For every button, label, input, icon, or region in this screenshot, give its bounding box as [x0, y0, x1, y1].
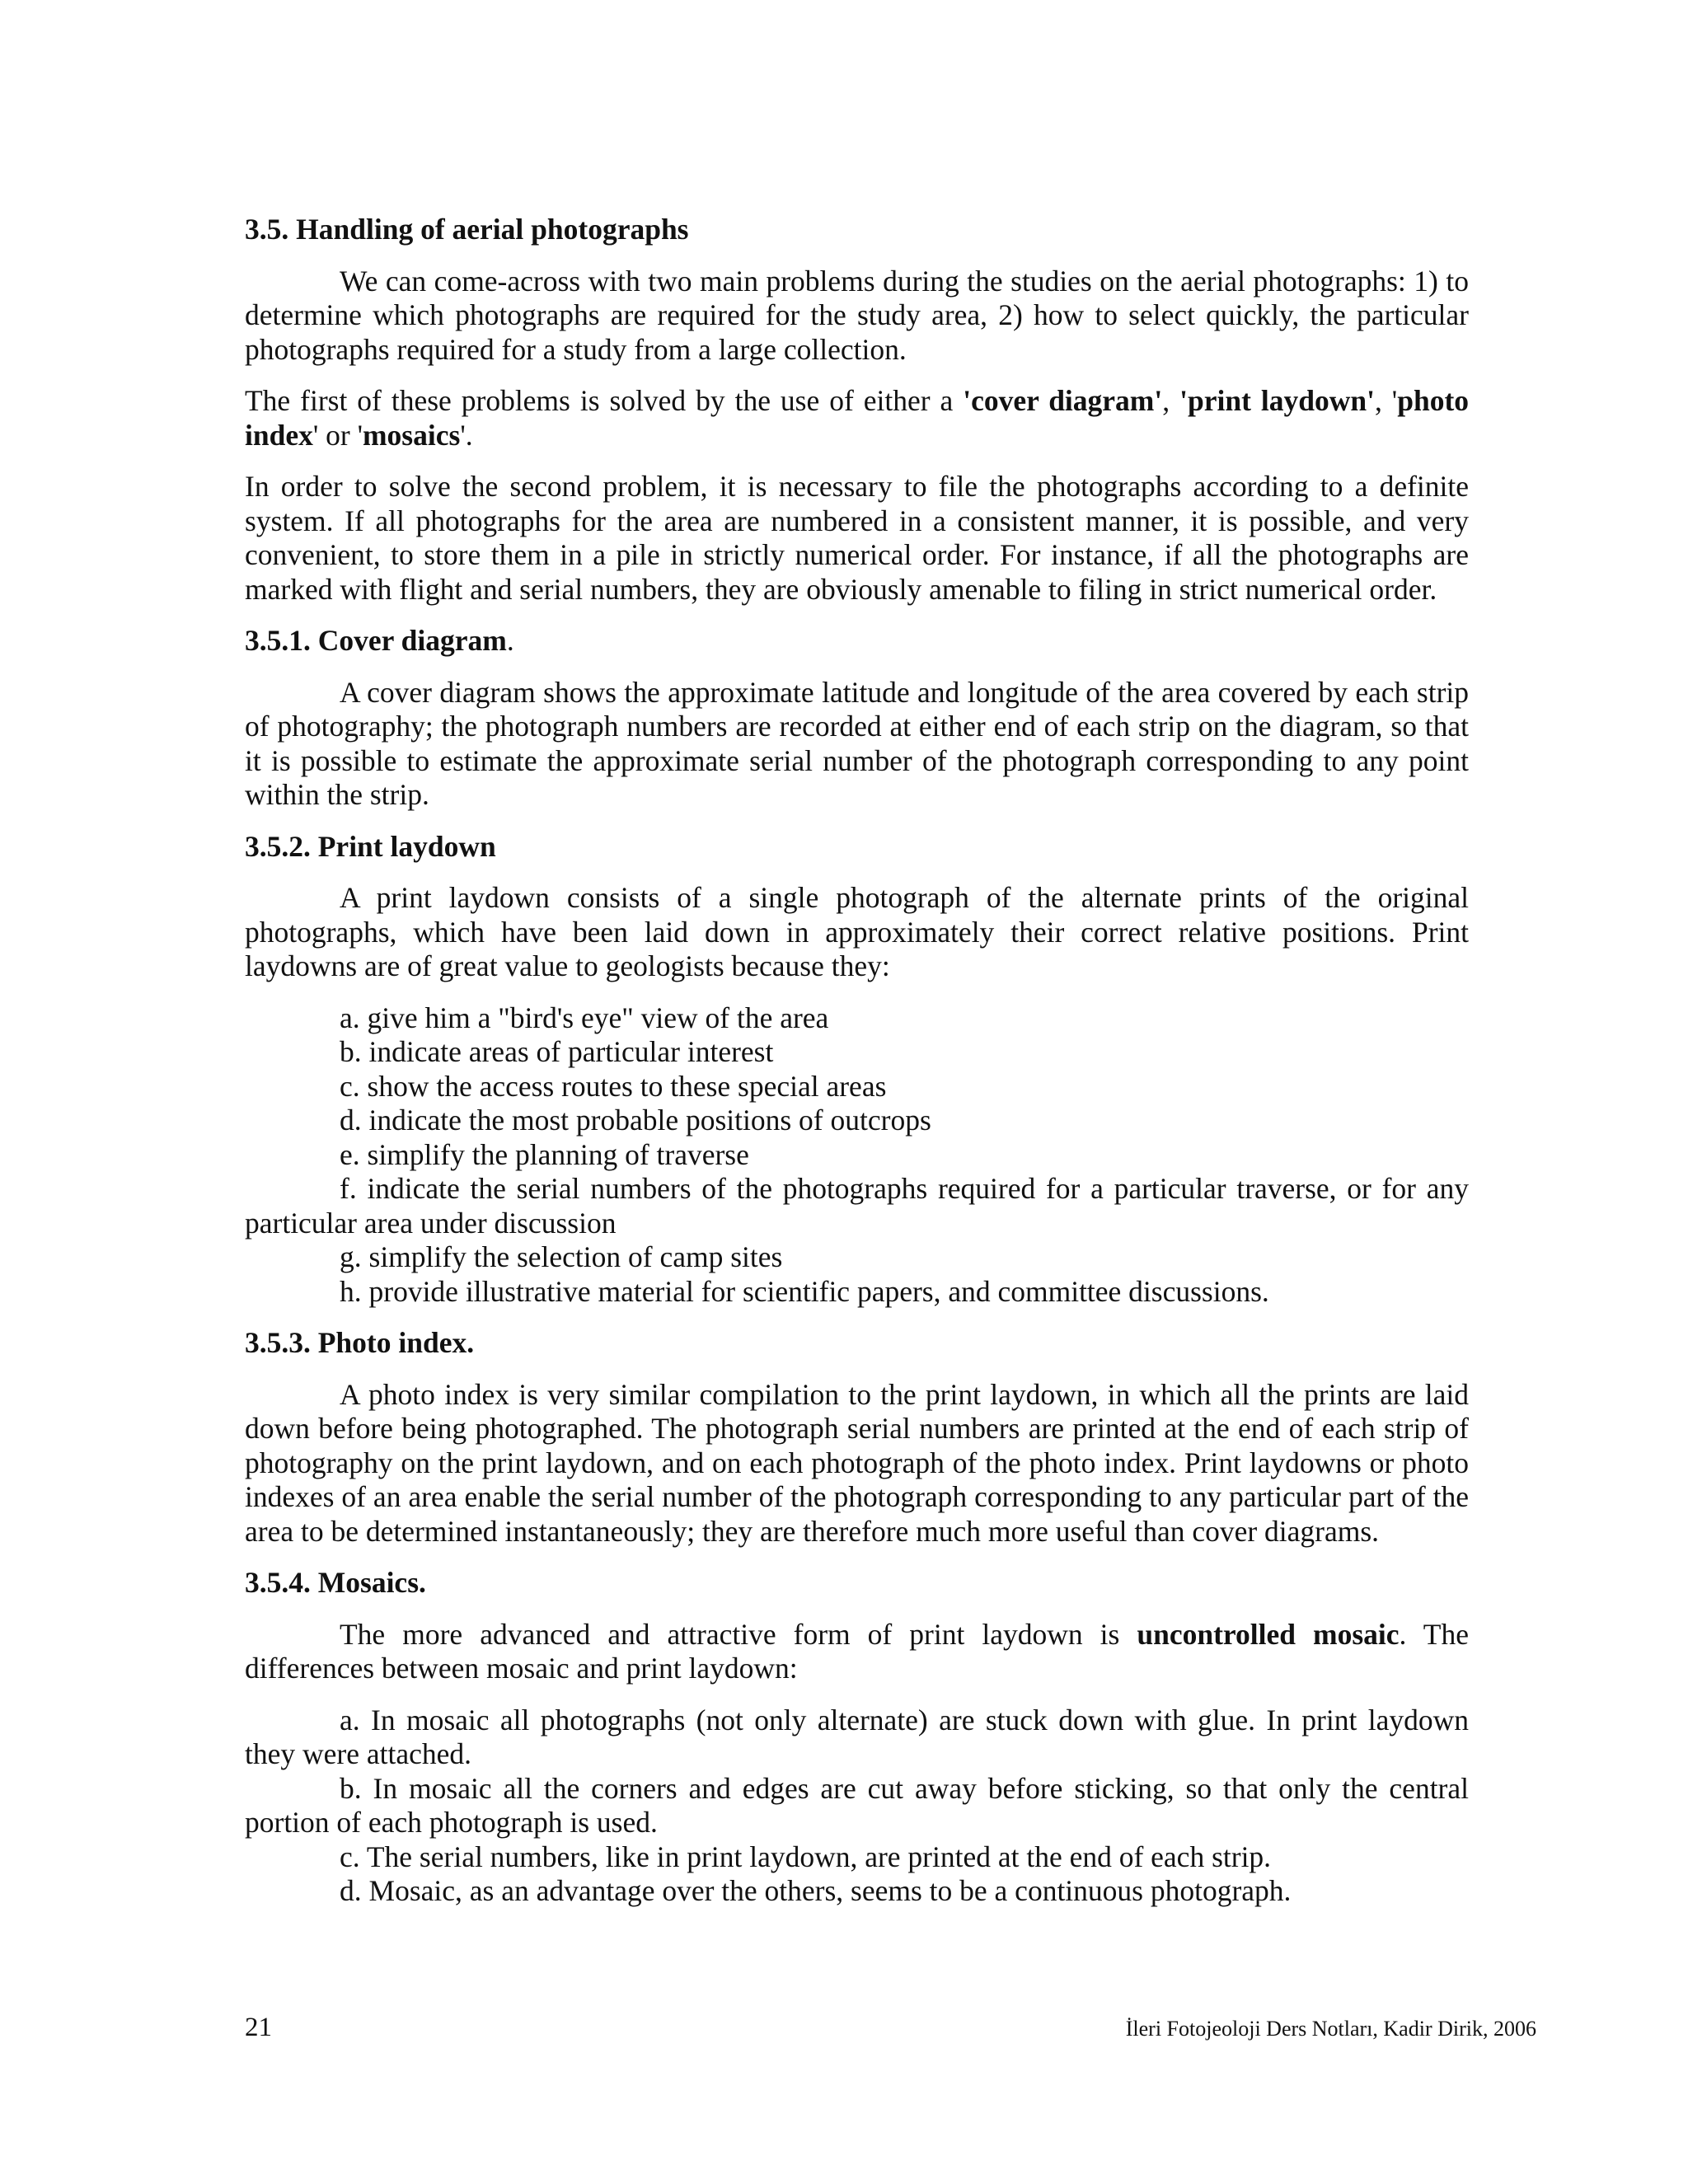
page-body	[245, 213, 1469, 1926]
methods-paragraph	[245, 384, 1469, 452]
photo-index-paragraph: A photo index is very similar compilation to the print laydown, in which all the prints are laid down before being photographed. The photograph serial numbers are printed at the end of each strip of photography on the print laydown, and on each photograph of the photo index. Print laydowns or photo indexes of an area enable the serial number of the photograph corresponding to any particular part of the area to be determined instantaneously; they are therefore much more useful than cover diagrams.	[245, 1377, 1469, 1548]
text-run: , '	[1374, 384, 1398, 417]
print-laydown-paragraph: A print laydown consists of a single photograph of the alternate prints of the original photographs, which have been laid down in approximately their correct relative positions. Print laydowns are of great value to geologists because they:	[245, 881, 1469, 982]
bold-term-mosaics: mosaics	[362, 418, 461, 452]
mosaics-paragraph	[245, 1618, 1469, 1686]
photo-index-heading: 3.5.3. Photo index.	[245, 1326, 475, 1359]
text-run: '.	[460, 418, 473, 452]
bold-term-print-laydown: 'print laydown'	[1179, 384, 1375, 417]
cover-diagram-heading	[245, 624, 1469, 658]
list-item: c. show the access routes to these special areas	[340, 1069, 887, 1103]
bold-term-cover-diagram: 'cover diagram'	[963, 384, 1163, 417]
print-laydown-list	[245, 1001, 1469, 1310]
list-item: h. provide illustrative material for scientific papers, and committee discussions.	[340, 1274, 1269, 1308]
footer-credit: İleri Fotojeoloji Ders Notları, Kadir Dirik, 2006	[1125, 2017, 1536, 2041]
text-run: The more advanced and attractive form of print laydown is	[340, 1617, 1137, 1651]
list-item: d. indicate the most probable positions of outcrops	[340, 1104, 931, 1137]
intro-paragraph: We can come-across with two main problems during the studies on the aerial photographs: 1) to determine which photographs are required for the study area, 2) how to select quickly, the particular photographs required for a study from a large collection.	[245, 264, 1469, 366]
list-item: d. Mosaic, as an advantage over the others, seems to be a continuous photograph.	[340, 1874, 1292, 1907]
cover-diagram-paragraph: A cover diagram shows the approximate latitude and longitude of the area covered by each strip of photography; the photograph numbers are recorded at either end of each strip on the diagram, so that it is possible to estimate the approximate serial number of the photograph corresponding to any point within the strip.	[245, 675, 1469, 811]
list-item: e. simplify the planning of traverse	[340, 1137, 749, 1171]
bold-term-uncontrolled-mosaic: uncontrolled mosaic	[1137, 1617, 1400, 1651]
cover-diagram-heading-period: .	[506, 624, 514, 657]
list-item: b. In mosaic all the corners and edges are cut away before sticking, so that only the central portion of each photograph is used.	[245, 1771, 1469, 1839]
section-heading: 3.5. Handling of aerial photographs	[245, 213, 689, 246]
text-run: . The differences between mosaic and print laydown:	[245, 1617, 1469, 1685]
filing-paragraph: In order to solve the second problem, it is necessary to file the photographs according to a definite system. If all photographs for the area are numbered in a consistent manner, it is possible, and very convenient, to store them in a pile in strictly numerical order. For instance, if all the photographs are marked with flight and serial numbers, they are obviously amenable to filing in strict numerical order.	[245, 470, 1469, 606]
mosaics-list	[245, 1704, 1469, 1909]
list-item: b. indicate areas of particular interest	[340, 1035, 774, 1068]
list-item: c. The serial numbers, like in print laydown, are printed at the end of each strip.	[340, 1840, 1272, 1873]
text-run: The first of these problems is solved by the use of either a	[245, 384, 964, 417]
cover-diagram-heading-text: 3.5.1. Cover diagram	[245, 624, 507, 657]
text-run: ' or '	[312, 418, 363, 452]
bold-term-photo-index: photo index	[245, 384, 1470, 452]
list-item: g. simplify the selection of camp sites	[340, 1240, 783, 1273]
page-number: 21	[245, 2013, 272, 2042]
mosaics-heading: 3.5.4. Mosaics.	[245, 1566, 426, 1599]
text-run: ,	[1162, 384, 1180, 417]
list-item: a. give him a "bird's eye" view of the area	[340, 1001, 829, 1034]
list-item: a. In mosaic all photographs (not only alternate) are stuck down with glue. In print laydown they were attached.	[245, 1703, 1469, 1770]
print-laydown-heading: 3.5.2. Print laydown	[245, 829, 496, 863]
list-item: f. indicate the serial numbers of the photographs required for a particular traverse, or for any particular area under discussion	[245, 1172, 1469, 1240]
